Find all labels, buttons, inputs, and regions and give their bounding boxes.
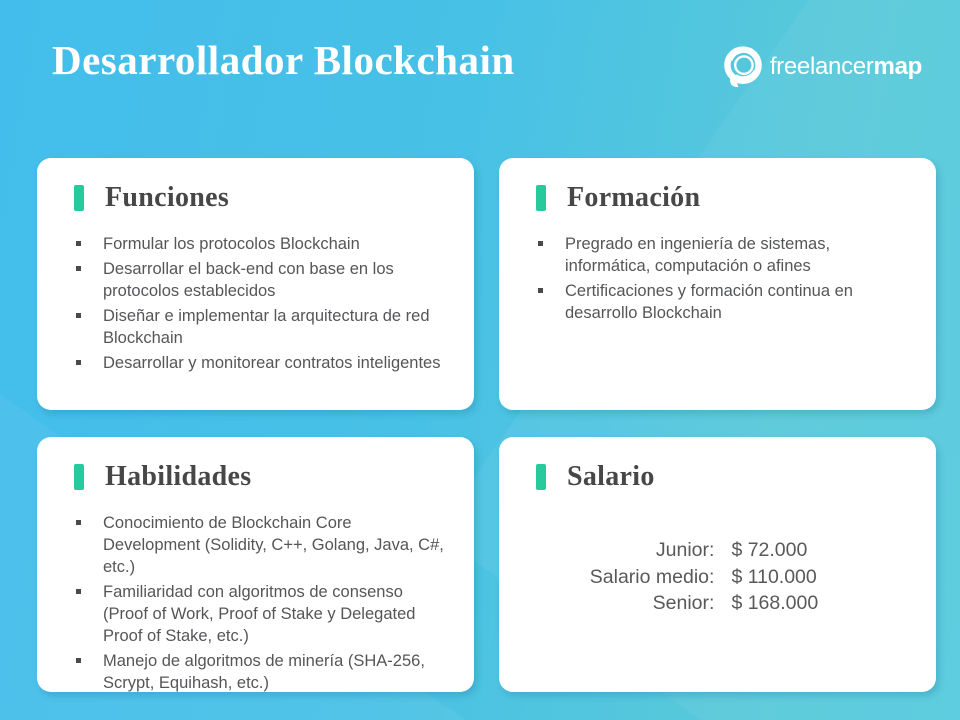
salary-label: Salario medio: — [589, 565, 715, 588]
card-habilidades — [37, 437, 474, 692]
salary-table — [590, 537, 854, 617]
list-item: Familiaridad con algoritmos de consenso (Proof of Work, Proof of Stake y Delegated Proof of Stake, etc.) — [74, 581, 446, 647]
accent-bar — [74, 185, 84, 211]
list-item: Certificaciones y formación continua en desarrollo Blockchain — [536, 280, 908, 324]
accent-bar — [74, 464, 84, 490]
card-habilidades-header — [74, 461, 446, 493]
salary-value: $ 72.000 — [731, 539, 808, 561]
freelancermap-globe-icon — [721, 44, 765, 90]
card-formacion-title: Formación — [567, 182, 701, 213]
card-salario-title: Salario — [567, 461, 655, 492]
card-formacion — [499, 158, 936, 410]
card-funciones-header — [74, 182, 446, 214]
card-salario — [499, 437, 936, 692]
list-item: Manejo de algoritmos de minería (SHA-256, Scrypt, Equihash, etc.) — [74, 650, 446, 694]
page-title: Desarrollador Blockchain — [52, 37, 515, 83]
list-item: Desarrollar y monitorear contratos inteligentes — [74, 352, 446, 374]
logo-text-bold: map — [873, 53, 922, 80]
salary-label: Senior: — [652, 592, 715, 614]
list-item: Desarrollar el back-end con base en los protocolos establecidos — [74, 258, 446, 302]
accent-bar — [536, 464, 546, 490]
list-item: Pregrado en ingeniería de sistemas, informática, computación o afines — [536, 233, 908, 277]
card-formacion-header — [536, 182, 908, 214]
habilidades-list — [74, 512, 446, 694]
cards-grid — [37, 158, 936, 692]
formacion-list — [536, 233, 908, 324]
funciones-list — [74, 233, 446, 374]
accent-bar — [536, 185, 546, 211]
card-funciones — [37, 158, 474, 410]
card-funciones-title: Funciones — [105, 182, 230, 213]
list-item: Conocimiento de Blockchain Core Development (Solidity, C++, Golang, Java, C#, etc.) — [74, 512, 446, 578]
freelancermap-logo — [721, 44, 922, 90]
logo-text-regular: freelancer — [769, 53, 874, 80]
list-item: Diseñar e implementar la arquitectura de red Blockchain — [74, 305, 446, 349]
card-salario-header — [536, 461, 908, 493]
salary-value: $ 168.000 — [731, 592, 819, 614]
freelancermap-logo-text — [770, 53, 922, 81]
salary-value: $ 110.000 — [731, 565, 817, 588]
list-item: Formular los protocolos Blockchain — [74, 233, 446, 255]
card-habilidades-title: Habilidades — [105, 461, 252, 492]
salary-label: Junior: — [655, 539, 715, 561]
